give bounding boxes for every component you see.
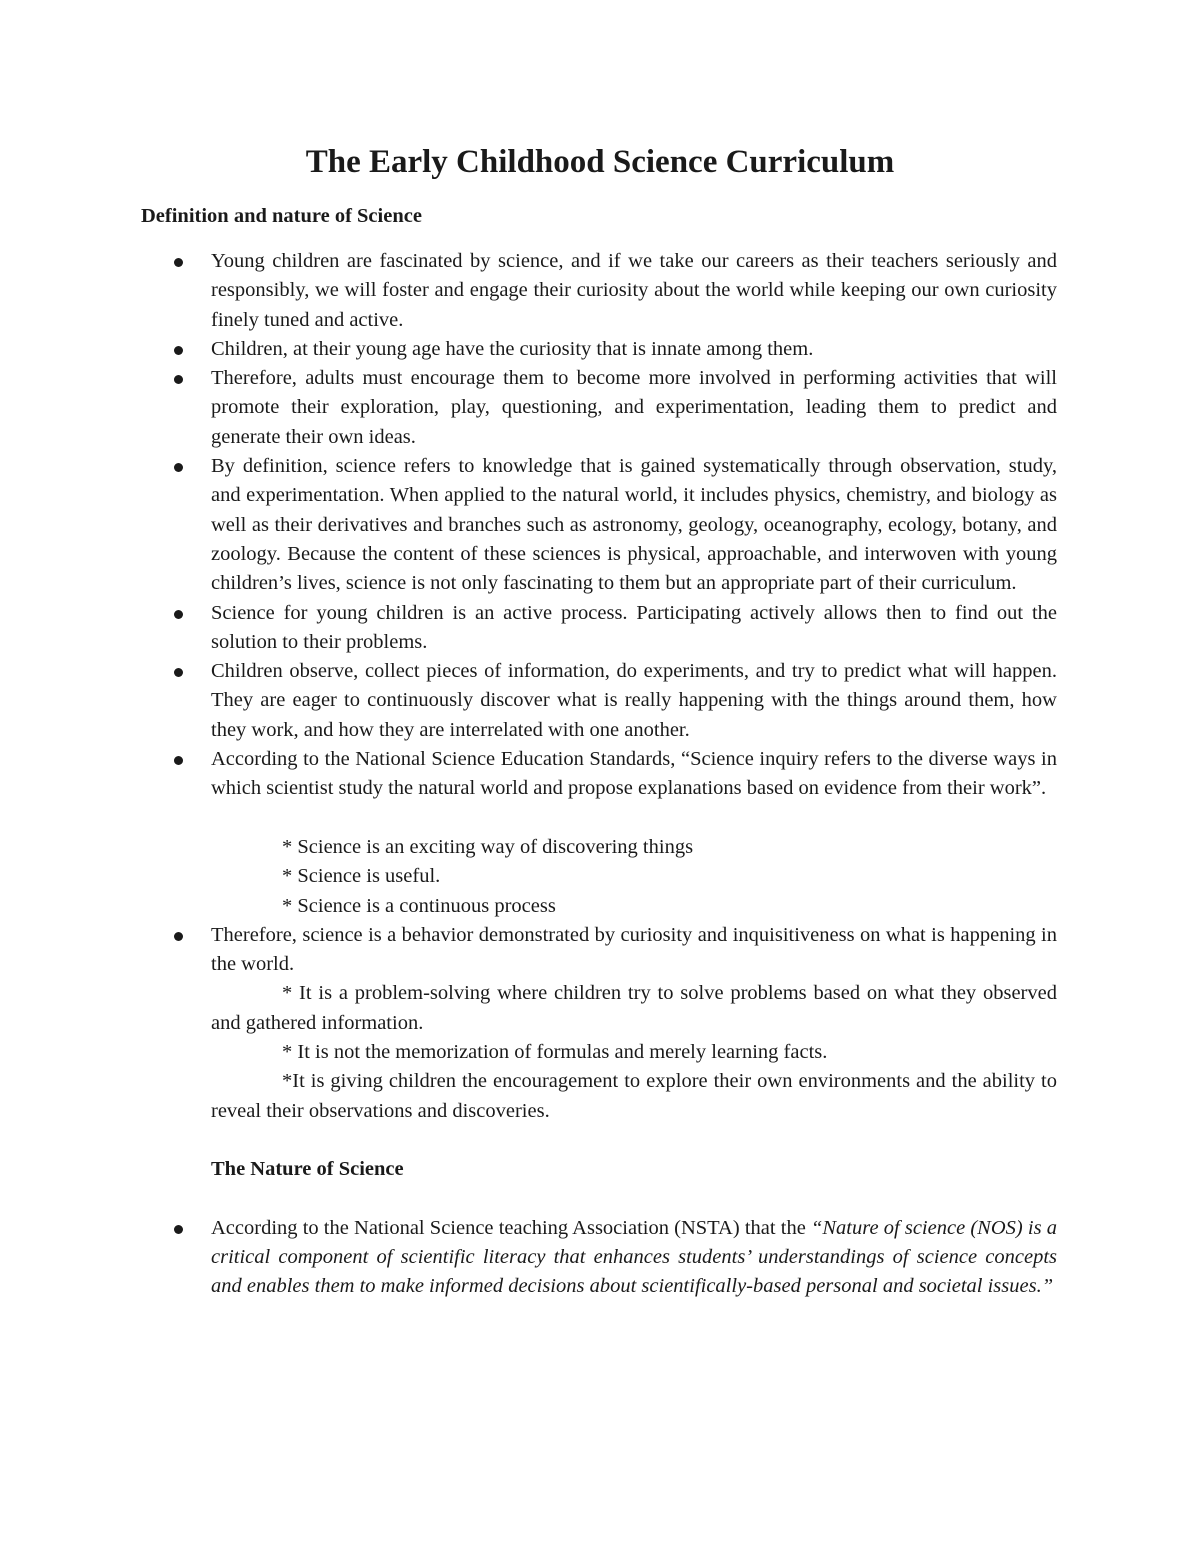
- bullet-icon: [174, 668, 183, 677]
- behavior-point: * It is not the memorization of formulas and merely learning facts.: [282, 1041, 828, 1064]
- list-item: [0, 364, 1057, 452]
- document-title: The Early Childhood Science Curriculum: [305, 144, 895, 180]
- list-item: [0, 657, 1057, 745]
- bullet-icon: [174, 610, 183, 619]
- bullet-icon: [174, 375, 183, 384]
- list-item: [0, 745, 1057, 804]
- blank-line: [0, 1185, 1200, 1214]
- bullet-icon: [174, 258, 183, 267]
- science-point: * Science is an exciting way of discovering things: [282, 835, 694, 858]
- science-point: * Science is useful.: [282, 865, 441, 888]
- list-item-text: Children observe, collect pieces of information, do experiments, and try to predict what will happen. They are eager to continuously discover what is really happening with the things around them, how they work, and how they are interrelated with one another.: [211, 660, 1057, 741]
- list-item-text: Science for young children is an active process. Participating actively allows then to find out the solution to their problems.: [211, 601, 1057, 653]
- list-item: [0, 921, 1057, 980]
- blank-line: [0, 1126, 1200, 1155]
- nsta-quote-text: “Nature of science (NOS) is a critical component of scientific literacy that enhances students’ understandings of science concepts and enables them to make informed decisions about scientifically-based personal and societal issues.”: [211, 1216, 1057, 1298]
- list-item: [0, 247, 1057, 335]
- list-item: [0, 335, 1057, 364]
- list-item-text: Therefore, science is a behavior demonstrated by curiosity and inquisitiveness on what is happening in the world.: [211, 923, 1057, 976]
- bullet-icon: [174, 346, 183, 355]
- nature-heading: The Nature of Science: [211, 1158, 404, 1181]
- science-point: * Science is a continuous process: [282, 894, 556, 917]
- list-item: [0, 599, 1057, 658]
- behavior-point: *It is giving children the encouragement to explore their own environments and the ability to reveal their observations and discoveries.: [211, 1070, 1057, 1122]
- list-item-text: According to the National Science Education Standards, “Science inquiry refers to the diverse ways in which scientist study the natural world and propose explanations based on evidence from their work”.: [211, 748, 1057, 800]
- bullet-icon: [174, 463, 183, 472]
- list-item-text: Young children are fascinated by science, and if we take our careers as their teachers seriously and responsibly, we will foster and engage their curiosity about the world while keeping our own curiosity finely tuned and active.: [211, 250, 1057, 331]
- bullet-icon: [174, 932, 183, 941]
- list-item-text: Children, at their young age have the curiosity that is innate among them.: [211, 337, 814, 360]
- list-item: [0, 452, 1057, 598]
- bullet-list: [0, 247, 1200, 1302]
- blank-line: [0, 804, 1200, 833]
- list-item-text: By definition, science refers to knowledge that is gained systematically through observation, study, and experimentation. When applied to the natural world, it includes physics, chemistry, and biology as well as their derivatives and branches such as astronomy, geology, oceanography, ecology, botany, and zoology. Because the content of these sciences is physical, approachable, and interwoven with young children’s lives, science is not only fascinating to them but an appropriate part of their curriculum.: [211, 455, 1057, 595]
- bullet-icon: [174, 756, 183, 765]
- section-heading: Definition and nature of Science: [141, 205, 422, 227]
- list-item: [0, 1214, 1057, 1302]
- nsta-intro-text: According to the National Science teaching Association (NSTA) that the: [211, 1216, 811, 1239]
- bullet-icon: [174, 1225, 183, 1234]
- list-item-text: Therefore, adults must encourage them to become more involved in performing activities that will promote their exploration, play, questioning, and experimentation, leading them to predict and generate their own ideas.: [211, 367, 1057, 448]
- behavior-point: * It is a problem-solving where children try to solve problems based on what they observed and gathered information.: [211, 982, 1057, 1034]
